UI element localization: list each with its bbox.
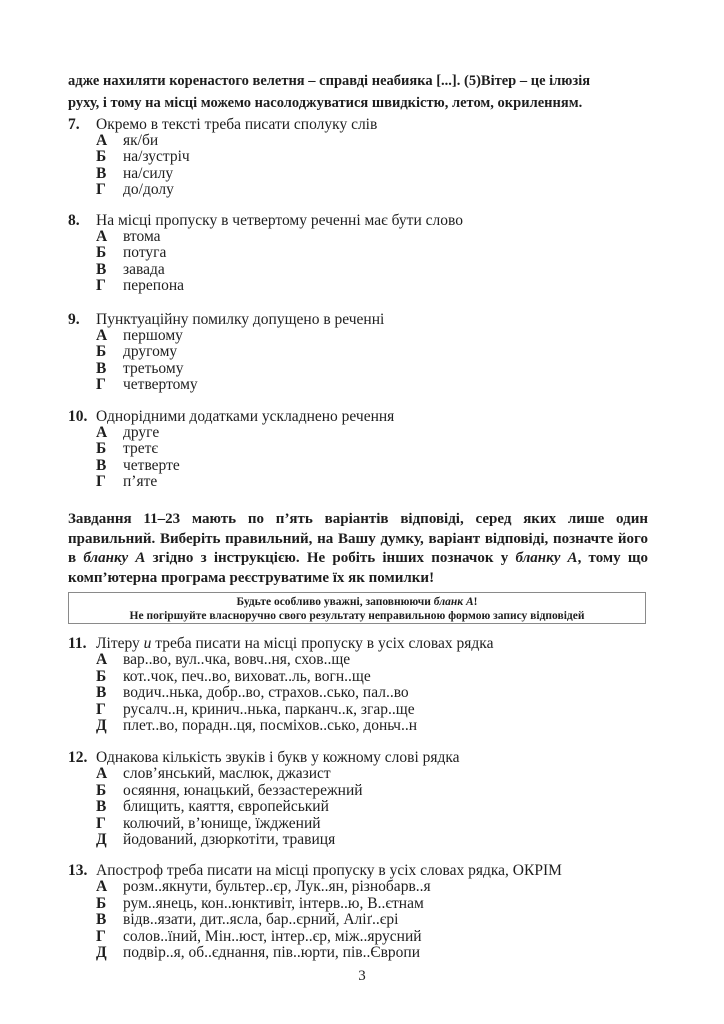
- option-text: розм..якнути, бультер..єр, Лук..ян, різнобарв..я: [123, 878, 431, 895]
- option-text: як/би: [123, 132, 159, 149]
- option-letter: Г: [96, 180, 106, 198]
- answer-option[interactable]: [68, 832, 668, 849]
- option-letter: Г: [96, 276, 106, 294]
- answer-option[interactable]: [68, 702, 668, 719]
- option-text: осяяння, юнацький, беззастережний: [123, 781, 363, 799]
- option-letter: Г: [96, 700, 106, 718]
- option-text: потуга: [123, 244, 167, 262]
- option-text: плет..во, порадн..ця, посміхов..сько, доньч..н: [123, 717, 418, 734]
- option-letter: Д: [96, 717, 107, 734]
- option-text: третє: [123, 440, 159, 458]
- option-text: перепона: [123, 276, 185, 294]
- question-13: [68, 862, 668, 962]
- target-letter: и: [143, 635, 152, 652]
- answer-option[interactable]: [68, 669, 668, 686]
- answer-form-name: бланку А: [83, 550, 146, 566]
- question-text: Літеру и треба писати на місці пропуску в усіх словах рядка: [96, 635, 494, 652]
- option-letter: В: [96, 684, 107, 701]
- option-letter: Б: [96, 440, 107, 458]
- answer-option[interactable]: [68, 262, 668, 278]
- option-letter: А: [96, 132, 108, 149]
- option-letter: Г: [96, 375, 106, 393]
- answer-option[interactable]: [68, 474, 668, 490]
- option-text: солов..їний, Мін..юст, інтер..єр, між..ярусний: [123, 927, 422, 945]
- option-text: втома: [123, 228, 161, 245]
- option-text: подвір..я, об..єднання, пів..юрти, пів..Європи: [123, 944, 420, 961]
- option-letter: В: [96, 911, 107, 928]
- answer-option[interactable]: [68, 912, 668, 929]
- answer-option[interactable]: [68, 879, 668, 896]
- option-text: кот..чок, печ..во, виховат..ль, вогн..ще: [123, 667, 371, 685]
- option-letter: А: [96, 327, 108, 344]
- warning-notice-box: [68, 592, 646, 624]
- option-text: завада: [123, 260, 165, 278]
- question-number: 11.: [68, 635, 87, 652]
- question-number: 13.: [68, 862, 88, 879]
- question-10: [68, 408, 668, 490]
- answer-option[interactable]: [68, 182, 668, 198]
- answer-option[interactable]: [68, 133, 668, 149]
- option-letter: Д: [96, 944, 107, 961]
- question-12: [68, 749, 668, 849]
- option-letter: В: [96, 456, 107, 474]
- option-letter: Б: [96, 781, 107, 799]
- option-letter: А: [96, 878, 108, 895]
- notice-line-2: Не погіршуйте власноручно свого результату неправильною формою запису відповідей: [129, 610, 585, 622]
- question-number: 9.: [68, 311, 80, 328]
- answer-option[interactable]: [68, 149, 668, 165]
- question-11: [68, 635, 668, 735]
- answer-option[interactable]: [68, 945, 668, 962]
- option-letter: Г: [96, 472, 106, 490]
- option-text: рум..янець, кон..юнктивіт, інтерв..ю, В..єтнам: [123, 894, 424, 912]
- option-letter: А: [96, 424, 108, 441]
- answer-option[interactable]: [68, 929, 668, 946]
- option-letter: В: [96, 164, 107, 182]
- option-letter: Б: [96, 894, 107, 912]
- option-letter: А: [96, 228, 108, 245]
- option-text: слов’янський, маслюк, джазист: [123, 765, 331, 782]
- option-text: русалч..н, кринич..нька, парканч..к, згар..ще: [123, 700, 415, 718]
- answer-option[interactable]: [68, 766, 668, 783]
- option-text: йодований, дзюркотіти, травиця: [123, 831, 336, 848]
- option-text: водич..нька, добр..во, страхов..сько, пал..во: [123, 684, 409, 701]
- option-text: на/силу: [123, 164, 174, 182]
- answer-option[interactable]: [68, 328, 668, 344]
- answer-option[interactable]: [68, 783, 668, 800]
- answer-form-name: бланк А: [433, 596, 474, 608]
- option-text: друге: [123, 424, 160, 441]
- option-letter: Д: [96, 831, 107, 848]
- answer-option[interactable]: [68, 685, 668, 702]
- option-text: першому: [123, 327, 183, 344]
- option-letter: В: [96, 798, 107, 815]
- answer-option[interactable]: [68, 799, 668, 816]
- instructions-text: згідно з інструкцією. Не робіть інших позначок у: [145, 550, 516, 566]
- question-number: 7.: [68, 116, 80, 133]
- passage-line: адже нахиляти коренастого велетня – справді неабияка [...]. (5)Вітер – це ілюзія: [68, 73, 591, 89]
- page-number: 3: [358, 968, 366, 984]
- instructions-text: Завдання 11–23 мають по п’ять варіантів відповіді, серед яких лише один правильний. Виберіть правильний, на Вашу думку, варіант відповіді, позначте його в: [68, 511, 648, 566]
- instructions-block: [68, 510, 648, 588]
- instructions-text: , тому що комп’ютерна програма реєструватиме їх як помилки!: [68, 550, 649, 586]
- option-letter: В: [96, 359, 107, 377]
- question-text: Однакова кількість звуків і букв у кожному слові рядка: [96, 749, 460, 766]
- answer-form-name: бланку А: [515, 550, 578, 566]
- option-letter: В: [96, 260, 107, 278]
- option-text: відв..язати, дит..ясла, бар..єрний, Аліґ..єрі: [123, 911, 399, 928]
- answer-option[interactable]: [68, 816, 668, 833]
- option-text: до/долу: [123, 180, 174, 198]
- option-text: п’яте: [123, 472, 158, 490]
- answer-option[interactable]: [68, 229, 668, 245]
- question-7: [68, 116, 668, 198]
- answer-option[interactable]: [68, 718, 668, 735]
- option-letter: Б: [96, 667, 107, 685]
- answer-option[interactable]: [68, 344, 668, 360]
- option-letter: Б: [96, 343, 107, 361]
- answer-option[interactable]: [68, 896, 668, 913]
- option-text: четверте: [123, 456, 180, 474]
- option-text: вар..во, вул..чка, вовч..ня, схов..ще: [123, 651, 351, 668]
- question-text: Окремо в тексті треба писати сполуку слів: [96, 116, 378, 133]
- option-text: на/зустріч: [123, 148, 190, 166]
- question-text: Однорідними додатками ускладнено речення: [96, 408, 395, 425]
- question-number: 8.: [68, 212, 80, 229]
- question-text: Апостроф треба писати на місці пропуску в усіх словах рядка, ОКРІМ: [96, 862, 562, 879]
- option-text: колючий, в’юнище, їжджений: [123, 814, 321, 832]
- option-letter: А: [96, 651, 108, 668]
- option-letter: Б: [96, 244, 107, 262]
- option-letter: Г: [96, 927, 106, 945]
- option-letter: Б: [96, 148, 107, 166]
- answer-option[interactable]: [68, 377, 668, 393]
- passage-fragment: [68, 70, 648, 114]
- answer-option[interactable]: [68, 458, 668, 474]
- question-9: [68, 311, 668, 393]
- answer-option[interactable]: [68, 441, 668, 457]
- question-text: Пунктуаційну помилку допущено в реченні: [96, 311, 385, 328]
- notice-line-1: Будьте особливо уважні, заповнюючи бланк А!: [236, 596, 478, 608]
- option-text: третьому: [123, 359, 184, 377]
- option-letter: А: [96, 765, 108, 782]
- passage-line: руху, і тому на місці можемо насолоджуватися швидкістю, летом, окриленням.: [68, 95, 583, 111]
- answer-option[interactable]: [68, 278, 668, 294]
- option-text: четвертому: [123, 375, 198, 393]
- answer-option[interactable]: [68, 361, 668, 377]
- option-text: другому: [123, 343, 178, 361]
- question-8: [68, 212, 668, 294]
- question-number: 10.: [68, 408, 88, 425]
- answer-option[interactable]: [68, 425, 668, 441]
- answer-option[interactable]: [68, 652, 668, 669]
- option-text: блищить, каяття, європейський: [123, 798, 329, 815]
- question-number: 12.: [68, 749, 88, 766]
- answer-option[interactable]: [68, 166, 668, 182]
- answer-option[interactable]: [68, 245, 668, 261]
- option-letter: Г: [96, 814, 106, 832]
- question-text: На місці пропуску в четвертому реченні має бути слово: [96, 212, 463, 229]
